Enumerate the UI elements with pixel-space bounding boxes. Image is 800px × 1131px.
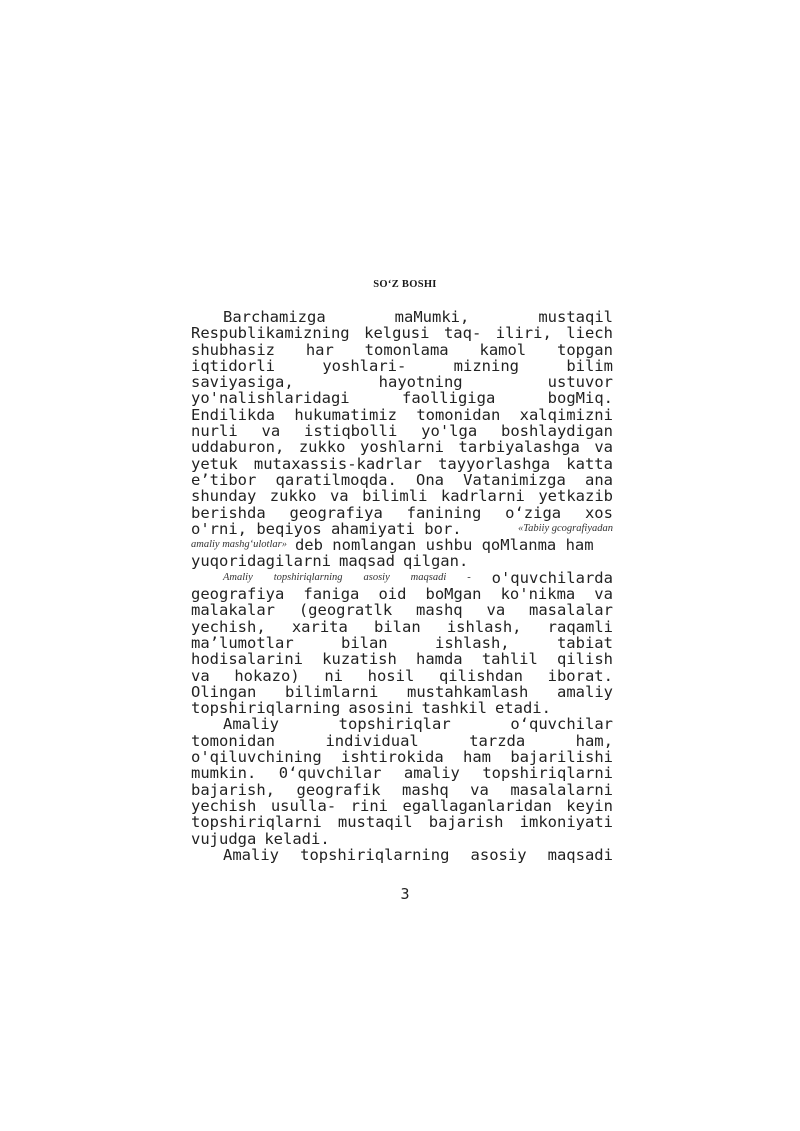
word: oid	[378, 585, 407, 604]
word: mustahkamlash	[407, 682, 529, 701]
word: (geogratlk	[298, 601, 393, 620]
word: va	[594, 585, 613, 604]
word: masalalar	[528, 601, 613, 620]
italic-text: Amaliy	[223, 571, 253, 583]
text-line	[191, 814, 613, 830]
text-line	[191, 602, 613, 618]
text-line	[191, 684, 613, 700]
word: masalalarni	[510, 780, 613, 799]
word: shubhasiz	[191, 340, 275, 359]
word: topshiriqlarning	[191, 699, 341, 718]
word: ham	[463, 748, 491, 767]
text-line	[191, 635, 613, 651]
word: boMgan	[425, 585, 482, 604]
word: yechish	[191, 796, 257, 815]
word: geografiya	[289, 503, 383, 522]
word: nurli	[191, 422, 238, 441]
word: va	[594, 438, 613, 457]
word: ham,	[575, 731, 613, 750]
word: o'quvchilarda	[491, 568, 613, 587]
word: liech	[566, 324, 613, 343]
word: Ona	[416, 470, 444, 489]
page-number: 3	[400, 885, 410, 903]
word: imkoniyati	[519, 813, 613, 832]
italic-text: maqsadi	[410, 571, 447, 583]
word: tashkil	[421, 699, 487, 718]
word: hodisalarini	[191, 650, 303, 669]
text-line	[191, 765, 613, 781]
text-line	[191, 570, 613, 586]
word: hokazo)	[234, 666, 300, 685]
word: qilgan.	[402, 552, 469, 571]
word: mustaqil	[538, 309, 613, 326]
word: hukumatimiz	[294, 405, 397, 424]
word: iborat.	[547, 666, 613, 685]
word: o‘quvchilar	[510, 715, 613, 734]
word: yoshlarni	[360, 438, 444, 457]
word: qilishdan	[438, 666, 523, 685]
word: kadrlarni	[440, 487, 525, 506]
italic-text: topshiriqlarning	[273, 571, 343, 583]
text-line	[191, 521, 613, 537]
word: Respublikamizning	[191, 324, 350, 343]
word: geografik	[296, 780, 381, 799]
italic-text: «Tabiiy gcografiyadan	[518, 522, 613, 534]
text-line	[191, 342, 613, 358]
word: yo'lga	[421, 422, 478, 441]
word: tomonidan	[191, 731, 275, 750]
word: raqamli	[547, 617, 613, 636]
word: hayotning	[378, 373, 463, 392]
word: zukko	[298, 438, 346, 457]
word: Olingan	[191, 682, 257, 701]
word: xarita	[291, 617, 348, 636]
word: tabiat	[556, 633, 613, 652]
word: keyin	[566, 796, 613, 815]
word: amaliy	[403, 764, 460, 783]
word: boshlaydigan	[500, 422, 613, 441]
word: malakalar	[191, 601, 275, 620]
word: vujudga	[191, 829, 257, 848]
section-heading: SO‘Z BOSHI	[373, 279, 437, 290]
word: bajarish	[428, 813, 504, 832]
word: topshiriqlarning	[300, 845, 450, 864]
word: kuzatish	[322, 650, 397, 669]
word: mustaqil	[337, 813, 413, 832]
text-line	[191, 798, 613, 814]
text-line	[191, 488, 613, 504]
text-line	[191, 619, 613, 635]
word: kelgusi	[364, 324, 430, 343]
word: maqsad	[338, 552, 395, 571]
word: keladi.	[264, 829, 330, 848]
word: yoshlari-	[322, 356, 407, 375]
word: ana	[585, 470, 613, 489]
word: rini	[350, 796, 388, 815]
word: o'qiluvchining	[191, 748, 322, 767]
word: va	[486, 601, 506, 620]
word: va	[470, 780, 489, 799]
word: bilim	[566, 356, 613, 375]
word: shunday	[191, 487, 257, 506]
text-line	[191, 749, 613, 765]
text-line	[191, 472, 613, 488]
text-line	[191, 390, 613, 406]
word: topshiriqlar	[338, 715, 451, 734]
word: mashq	[402, 780, 449, 799]
word: iqtidorli	[191, 356, 275, 375]
word: hosil	[367, 666, 415, 685]
text-line	[191, 716, 613, 732]
word: tayyorlashga	[438, 454, 551, 473]
word: maqsadi	[547, 845, 613, 864]
text-line	[191, 374, 613, 390]
word: asosiy	[470, 845, 527, 864]
text-line	[191, 553, 613, 569]
word: tahlil	[481, 650, 538, 669]
word: istiqbolli	[304, 422, 398, 441]
word: faniga	[303, 585, 360, 604]
word: qilish	[557, 650, 613, 669]
word: yechish,	[191, 617, 266, 636]
text-line	[191, 537, 613, 553]
word: bilan	[340, 633, 388, 652]
text-line	[191, 325, 613, 341]
text-line	[191, 456, 613, 472]
word: tarbiyalashga	[458, 438, 580, 457]
word: Amaliy	[223, 845, 279, 864]
word: kamol	[479, 340, 527, 359]
word: zukko	[269, 487, 317, 506]
word: mashq	[415, 601, 463, 620]
word: Vatanimizga	[463, 470, 566, 489]
word: asosini	[348, 699, 414, 718]
word: mumkin.	[191, 764, 257, 783]
word: xalqimizni	[519, 405, 613, 424]
word: bilan	[374, 617, 421, 636]
word: xos	[584, 503, 613, 522]
word: yuqoridagilarni	[191, 552, 331, 571]
text-line	[191, 586, 613, 602]
word: individual	[325, 731, 419, 750]
word: yo'nalishlaridagi	[191, 389, 350, 408]
word: va	[191, 666, 210, 685]
text-line	[191, 831, 613, 847]
word: taq-	[443, 324, 482, 343]
italic-text: amaliy mashg‘ulotlar»	[191, 539, 287, 551]
italic-text: -	[467, 571, 471, 583]
word: deb nomlangan ushbu qoMlanma ham	[294, 536, 594, 555]
text-line	[191, 423, 613, 439]
text-line	[191, 309, 613, 325]
word: va	[329, 487, 349, 506]
text-line	[191, 358, 613, 374]
word: yetuk	[191, 454, 238, 473]
word: ma’lumotlar	[191, 633, 294, 652]
word: Barchamizga	[223, 309, 326, 326]
word: topshiriqlarni	[191, 813, 322, 832]
word: ko'nikma	[500, 585, 576, 604]
word: ishlash,	[446, 617, 522, 636]
word: 0‘quvchilar	[278, 764, 382, 783]
text-line	[191, 651, 613, 667]
word: ni	[324, 666, 343, 685]
word: iliri,	[495, 324, 552, 343]
text-line	[191, 439, 613, 455]
word: yetkazib	[538, 487, 613, 506]
text-line	[191, 407, 613, 423]
text-line	[191, 668, 613, 684]
word: tarzda	[469, 731, 526, 750]
word: bajarilishi	[510, 748, 613, 767]
word: saviyasiga,	[191, 373, 294, 392]
word: qaratilmoqda.	[275, 470, 397, 489]
text-line	[191, 700, 613, 716]
word: o'rni, beqiyos ahamiyati bor.	[191, 519, 462, 538]
word: usulla-	[270, 796, 337, 815]
word: va	[261, 422, 281, 441]
word: hamda	[415, 650, 463, 669]
word: faolligiga	[401, 389, 496, 408]
word: etadi.	[494, 699, 551, 718]
word: bilimlarni	[285, 682, 379, 701]
word: egallaganlaridan	[402, 796, 552, 815]
word: fanining	[406, 503, 482, 522]
word: e’tibor	[191, 470, 257, 489]
word: geografiya	[191, 585, 285, 604]
italic-text: asosiy	[363, 571, 390, 583]
word: uddaburon,	[191, 438, 285, 457]
word: ishtirokida	[341, 748, 444, 767]
word: amaliy	[557, 682, 613, 701]
body-text	[191, 309, 613, 865]
text-line	[191, 847, 613, 863]
word: bilimli	[362, 487, 428, 506]
word: Endilikda	[191, 405, 275, 424]
word: berishda	[191, 503, 266, 522]
word: o‘ziga	[505, 503, 562, 522]
text-line	[191, 782, 613, 798]
word: mutaxassis-kadrlar	[253, 454, 422, 473]
word: tomonlama	[364, 340, 449, 359]
word: mizning	[453, 356, 519, 375]
word: katta	[566, 454, 613, 473]
word: har	[305, 340, 334, 359]
word: bogMiq.	[547, 389, 613, 408]
word: maMumki,	[394, 309, 470, 326]
word: topshiriqlarni	[482, 764, 613, 783]
word: ishlash,	[434, 633, 510, 652]
text-line	[191, 505, 613, 521]
word: ustuvor	[547, 373, 613, 392]
word: tomonidan	[416, 405, 501, 424]
word: topgan	[556, 340, 613, 359]
text-line	[191, 733, 613, 749]
word: bajarish,	[191, 780, 275, 799]
word: Amaliy	[223, 715, 279, 734]
